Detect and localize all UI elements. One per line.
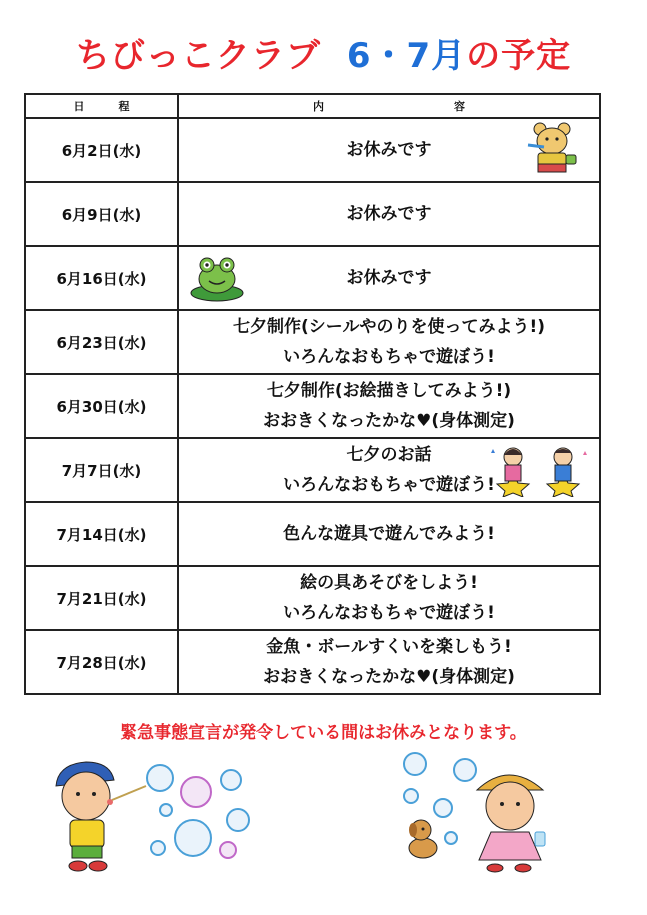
row-date: 6月23日(水) [25,310,178,374]
closure-notice: 緊急事態宣言が発令している間はお休みとなります。 [120,723,527,743]
header-date: 日程 [25,94,178,118]
row-content [178,566,600,630]
content-line: 七夕制作(お絵描きしてみよう!) [266,381,512,401]
table-row [25,566,600,630]
header-content: 内容 [178,94,600,118]
row-content [178,118,600,182]
table-row [25,118,600,182]
boy-blowing-bubbles-icon [48,750,263,875]
row-content [178,438,600,502]
tanabata-stars-icon [489,443,589,497]
row-content [178,502,600,566]
row-date: 6月9日(水) [25,182,178,246]
frog-icon [189,251,245,303]
content-line: おおきくなったかな♥(身体測定) [263,667,515,687]
title-schedule: の予定 [466,36,572,76]
row-date: 7月7日(水) [25,438,178,502]
content-line: おおきくなったかな♥(身体測定) [263,411,515,431]
table-header-row [25,94,600,118]
table-row [25,630,600,694]
title-club-name: ちびっこクラブ [75,36,321,76]
row-content [178,182,600,246]
content-line: 七夕のお話 [346,445,432,465]
row-date: 7月28日(水) [25,630,178,694]
table-row [25,374,600,438]
content-line: 色んな遊具で遊んでみよう! [283,524,495,544]
girl-and-dog-bubbles-icon [395,750,560,875]
row-date: 6月2日(水) [25,118,178,182]
content-line: お休みです [346,204,432,224]
row-date: 7月14日(水) [25,502,178,566]
content-line: お休みです [346,140,432,160]
title-months: 6・7月 [346,36,467,76]
table-row [25,502,600,566]
row-date: 6月30日(水) [25,374,178,438]
row-date: 6月16日(水) [25,246,178,310]
row-content [178,246,600,310]
content-line: いろんなおもちゃで遊ぼう! [283,475,495,495]
content-line: お休みです [346,268,432,288]
table-row [25,438,600,502]
content-line: 絵の具あそびをしよう! [300,573,478,593]
table-row [25,310,600,374]
row-content [178,630,600,694]
table-row [25,182,600,246]
row-content [178,374,600,438]
content-line: いろんなおもちゃで遊ぼう! [283,603,495,623]
schedule-table [24,93,601,695]
content-line: いろんなおもちゃで遊ぼう! [283,347,495,367]
page-title [0,28,647,77]
content-line: 金魚・ボールすくいを楽しもう! [266,637,512,657]
content-line: 七夕制作(シールやのりを使ってみよう!) [233,317,545,337]
row-date: 7月21日(水) [25,566,178,630]
bear-brushing-teeth-icon [524,121,580,179]
row-content [178,310,600,374]
table-row [25,246,600,310]
